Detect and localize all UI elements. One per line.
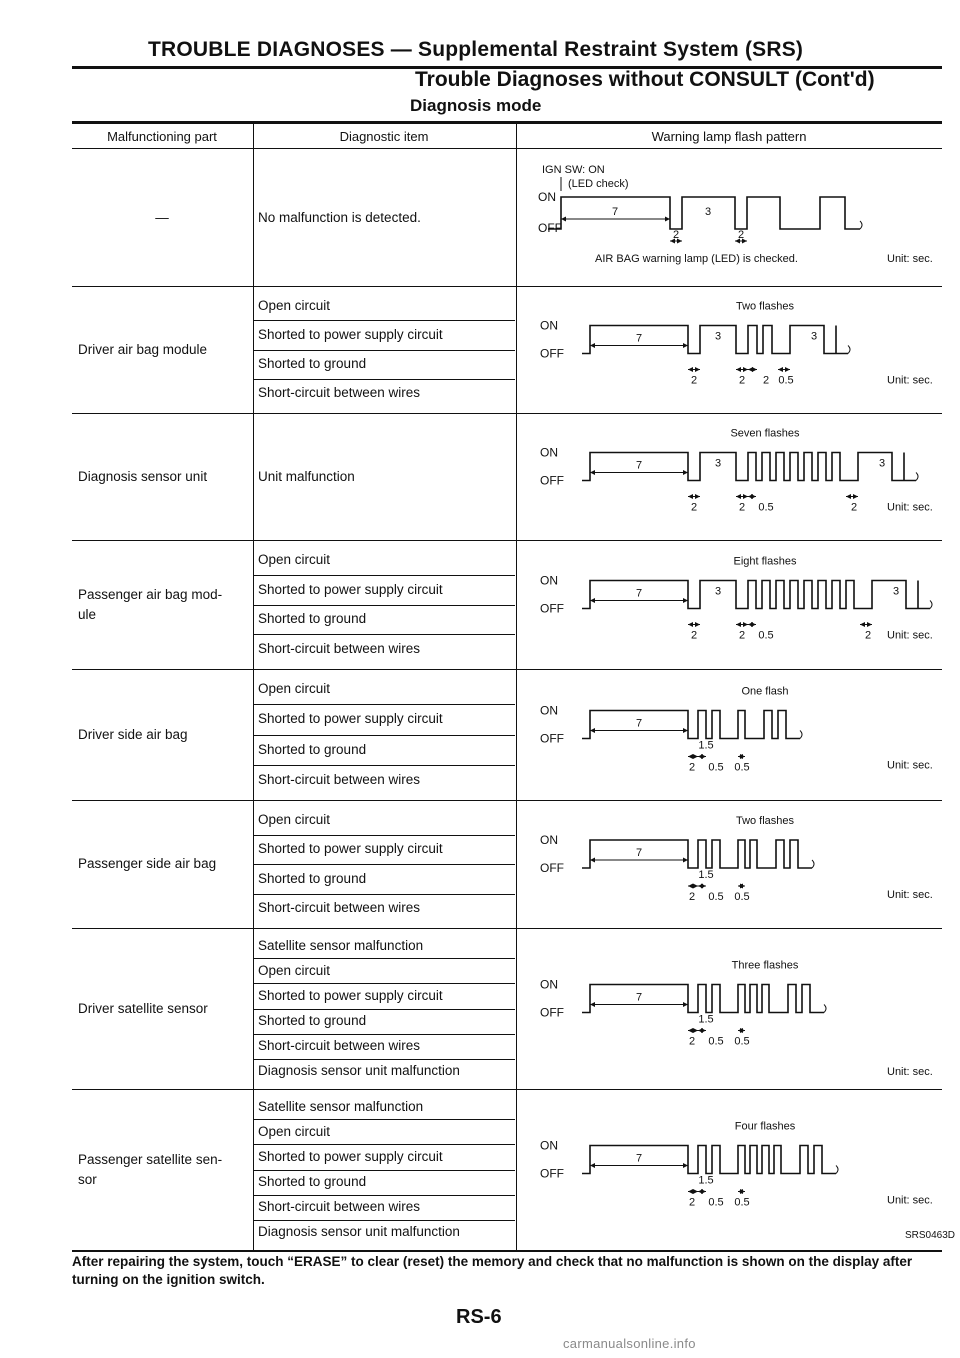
duration-label: 7 [635,332,643,345]
item-separator [253,835,515,836]
duration-label: 0.5 [778,374,794,387]
unit-label: Unit: sec. [887,374,933,387]
duration-arrow-head [751,494,756,499]
flash-pattern [520,928,940,1089]
diagnostic-item: Shorted to power supply circuit [258,711,443,727]
duration-arrow-head [695,367,700,372]
diagnostic-item: Shorted to ground [258,1174,367,1190]
duration-label: 3 [714,457,722,470]
malfunctioning-part: — [155,209,169,225]
item-separator [253,605,515,606]
column-divider [516,122,517,1250]
duration-label: 3 [714,330,722,343]
duration-label: 0.5 [758,629,774,642]
waveform [582,711,800,739]
off-label: OFF [540,473,564,488]
waveform-continuation [800,731,802,739]
diagnostic-item: Short-circuit between wires [258,1199,421,1215]
duration-label: 0.5 [708,1035,724,1048]
duration-label: 2 [690,374,698,387]
duration-arrow-head [701,1189,706,1194]
item-separator [253,983,515,984]
flash-count-title: Three flashes [731,959,799,972]
diagnostic-item: Short-circuit between wires [258,641,421,657]
duration-label: 1.5 [698,1174,714,1187]
duration-label: 7 [635,991,643,1004]
flash-pattern-diagram [520,1089,956,1250]
diagnostic-item: Open circuit [258,297,331,313]
duration-label: 2 [762,374,770,387]
flash-pattern [520,413,940,540]
diagnostic-item: No malfunction is detected. [258,209,421,225]
waveform-continuation [836,1166,838,1174]
table-bottom-rule [72,1250,942,1252]
flash-pattern-diagram [520,413,940,540]
ign-switch-label: IGN SW: ON [542,164,605,176]
duration-label: 7 [635,587,643,600]
off-label: OFF [538,221,562,235]
waveform [582,1146,836,1174]
flash-pattern-diagram [520,286,940,413]
duration-label: 1.5 [698,1013,714,1026]
duration-arrow-head [736,622,741,627]
diagnostic-item: Short-circuit between wires [258,900,421,916]
duration-arrow-head [778,367,783,372]
item-separator [253,735,515,736]
flash-pattern [520,800,940,928]
item-separator [253,958,515,959]
waveform [582,581,930,609]
diagnostic-item: Open circuit [258,1123,331,1139]
flash-pattern-diagram [520,540,940,669]
duration-label: 0.5 [708,761,724,774]
duration-label: 7 [611,206,619,218]
table-top-rule [72,121,942,124]
duration-arrow-head [846,494,851,499]
malfunctioning-part: Diagnosis sensor unit [78,468,208,484]
duration-label: 2 [690,629,698,642]
diagnostic-item: Shorted to power supply circuit [258,581,443,597]
duration-label: 3 [714,585,722,598]
waveform-continuation [860,221,862,229]
item-separator [253,350,515,351]
diagnostic-item: Shorted to ground [258,611,367,627]
diagnostic-item: Shorted to power supply circuit [258,326,443,342]
item-separator [253,320,515,321]
duration-arrow-head [736,494,741,499]
duration-label: 2 [850,501,858,514]
duration-label: 7 [635,1152,643,1165]
diagnostic-item: Satellite sensor malfunction [258,937,424,953]
off-label: OFF [540,1166,564,1181]
waveform-continuation [916,473,918,481]
duration-label: 2 [688,761,696,774]
item-separator [253,704,515,705]
duration-label: 2 [864,629,872,642]
duration-label: 1.5 [698,739,714,752]
duration-arrow-head [693,1189,698,1194]
duration-label: 3 [892,585,900,598]
flash-count-title: Seven flashes [730,427,800,440]
page-title: TROUBLE DIAGNOSES — Supplemental Restraint System (SRS) [148,38,804,61]
duration-arrow-head [688,367,693,372]
item-separator [253,1119,515,1120]
diagnostic-item: Short-circuit between wires [258,1038,421,1054]
pattern-caption: AIR BAG warning lamp (LED) is checked. [595,253,798,265]
duration-label: 7 [635,459,643,472]
duration-label: 2 [738,629,746,642]
flash-count-title: Two flashes [735,815,795,827]
duration-label: 2 [738,374,746,387]
flash-count-title: One flash [741,685,789,698]
duration-label: 0.5 [758,501,774,514]
diagnostic-item: Unit malfunction [258,468,355,484]
duration-arrow-head [688,494,693,499]
on-label: ON [540,703,558,718]
unit-label: Unit: sec. [887,759,933,772]
diagnostic-item: Shorted to power supply circuit [258,987,443,1003]
malfunctioning-part: Driver side air bag [78,726,188,742]
duration-label: 0.5 [734,1035,750,1048]
item-separator [253,1144,515,1145]
duration-label: 2 [688,891,696,903]
duration-label: 0.5 [734,761,750,774]
diagnostic-item: Diagnosis sensor unit malfunction [258,1063,460,1079]
off-label: OFF [540,731,564,746]
duration-label: 3 [878,457,886,470]
item-separator [253,765,515,766]
flash-pattern [520,149,940,286]
diagnostic-item: Open circuit [258,551,331,567]
duration-arrow-head [693,1028,698,1033]
malfunctioning-part: Driver satellite sensor [78,1000,208,1016]
duration-label: 2 [688,1196,696,1209]
flash-pattern [520,1089,956,1250]
duration-arrow-head [688,754,693,759]
item-separator [253,1170,515,1171]
column-divider [253,122,254,1250]
off-label: OFF [540,346,564,361]
item-separator [253,575,515,576]
waveform-continuation [930,601,932,609]
page-subtitle: Trouble Diagnoses without CONSULT (Cont'd) [415,68,875,91]
duration-arrow-head [752,367,757,372]
item-separator [253,379,515,380]
duration-label: 3 [810,330,818,343]
on-label: ON [540,833,558,847]
repair-note: After repairing the system, touch “ERASE” to clear (reset) the memory and check that no malfunction is shown on the display after turning on the ignition switch. [72,1254,913,1287]
waveform-continuation [812,860,814,868]
malfunctioning-part: Passenger satellite sen- sor [78,1151,223,1187]
flash-pattern [520,286,940,413]
duration-label: 1.5 [698,869,714,881]
flash-pattern-diagram [520,800,940,928]
unit-label: Unit: sec. [887,253,933,265]
duration-arrow-head [785,367,790,372]
waveform [582,840,812,868]
diagnostic-item: Shorted to power supply circuit [258,841,443,857]
duration-arrow-head [743,494,748,499]
waveform-continuation [824,1005,826,1013]
diagnostic-item: Open circuit [258,811,331,827]
on-label: ON [540,573,558,588]
duration-arrow-head [688,622,693,627]
waveform-continuation [848,346,850,354]
on-label: ON [540,977,558,992]
diagnostic-item: Short-circuit between wires [258,771,421,787]
diagnostic-item: Satellite sensor malfunction [258,1098,424,1114]
malfunctioning-part: Passenger side air bag [78,856,217,871]
diagnostic-item: Shorted to ground [258,1013,367,1029]
duration-label: 2 [688,1035,696,1048]
duration-arrow-head [701,884,706,889]
duration-label: 3 [704,206,712,218]
unit-label: Unit: sec. [887,629,933,642]
item-separator [253,634,515,635]
flash-pattern-diagram [520,669,940,800]
diagnostic-item: Shorted to ground [258,870,367,886]
duration-arrow-head [867,622,872,627]
unit-label: Unit: sec. [887,501,933,514]
duration-label: 7 [635,847,643,859]
flash-pattern-diagram [520,149,940,286]
duration-arrow-head [751,622,756,627]
item-separator [253,1009,515,1010]
waveform [582,985,824,1013]
diagnostic-item: Shorted to ground [258,356,367,372]
unit-label: Unit: sec. [887,1194,933,1207]
figure-code: SRS0463D [905,1230,956,1241]
diagnostic-item: Open circuit [258,681,331,697]
diagnostic-item: Short-circuit between wires [258,385,421,401]
duration-label: 7 [635,717,643,730]
duration-label: 0.5 [734,1196,750,1209]
flash-pattern [520,669,940,800]
waveform [582,453,916,481]
item-separator [253,1220,515,1221]
unit-label: Unit: sec. [887,889,933,901]
flash-count-title: Two flashes [735,300,795,313]
duration-arrow-head [693,754,698,759]
column-header-item: Diagnostic item [339,129,429,144]
duration-label: 0.5 [708,1196,724,1209]
section-title: Diagnosis mode [410,96,542,115]
duration-arrow-head [688,884,693,889]
diagnostic-item: Shorted to ground [258,741,367,757]
duration-arrow-head [695,622,700,627]
item-separator [253,1059,515,1060]
diagnostic-item: Diagnosis sensor unit malfunction [258,1224,460,1240]
flash-count-title: Eight flashes [733,555,797,568]
duration-label: 2 [690,501,698,514]
duration-arrow-head [695,494,700,499]
off-label: OFF [540,861,564,875]
duration-arrow-head [853,494,858,499]
malfunctioning-part: Driver air bag module [78,341,208,357]
duration-label: 0.5 [734,891,750,903]
duration-arrow-head [860,622,865,627]
malfunctioning-part: Passenger air bag mod- ule [78,586,223,622]
item-separator [253,1195,515,1196]
duration-arrow-head [743,367,748,372]
item-separator [253,864,515,865]
on-label: ON [538,190,556,204]
item-separator [253,894,515,895]
duration-label: 0.5 [708,891,724,903]
duration-label: 2 [737,229,745,241]
off-label: OFF [540,601,564,616]
flash-count-title: Four flashes [734,1120,796,1133]
duration-label: 2 [672,229,680,241]
column-header-part: Malfunctioning part [107,129,217,144]
duration-arrow-head [701,1028,706,1033]
page-number: RS-6 [456,1306,502,1328]
flash-pattern [520,540,940,669]
off-label: OFF [540,1005,564,1020]
duration-arrow-head [701,754,706,759]
unit-label: Unit: sec. [887,1066,933,1078]
led-check-label: (LED check) [568,178,629,190]
flash-pattern-diagram [520,928,940,1089]
duration-arrow-head [688,1189,693,1194]
on-label: ON [540,318,558,333]
diagnostic-item: Shorted to power supply circuit [258,1148,443,1164]
watermark: carmanualsonline.info [563,1336,696,1351]
duration-arrow-head [693,884,698,889]
column-header-pattern: Warning lamp flash pattern [651,129,807,144]
diagnostic-item: Open circuit [258,962,331,978]
duration-arrow-head [688,1028,693,1033]
on-label: ON [540,445,558,460]
duration-label: 2 [738,501,746,514]
duration-arrow-head [743,622,748,627]
on-label: ON [540,1138,558,1153]
item-separator [253,1034,515,1035]
duration-arrow-head [736,367,741,372]
